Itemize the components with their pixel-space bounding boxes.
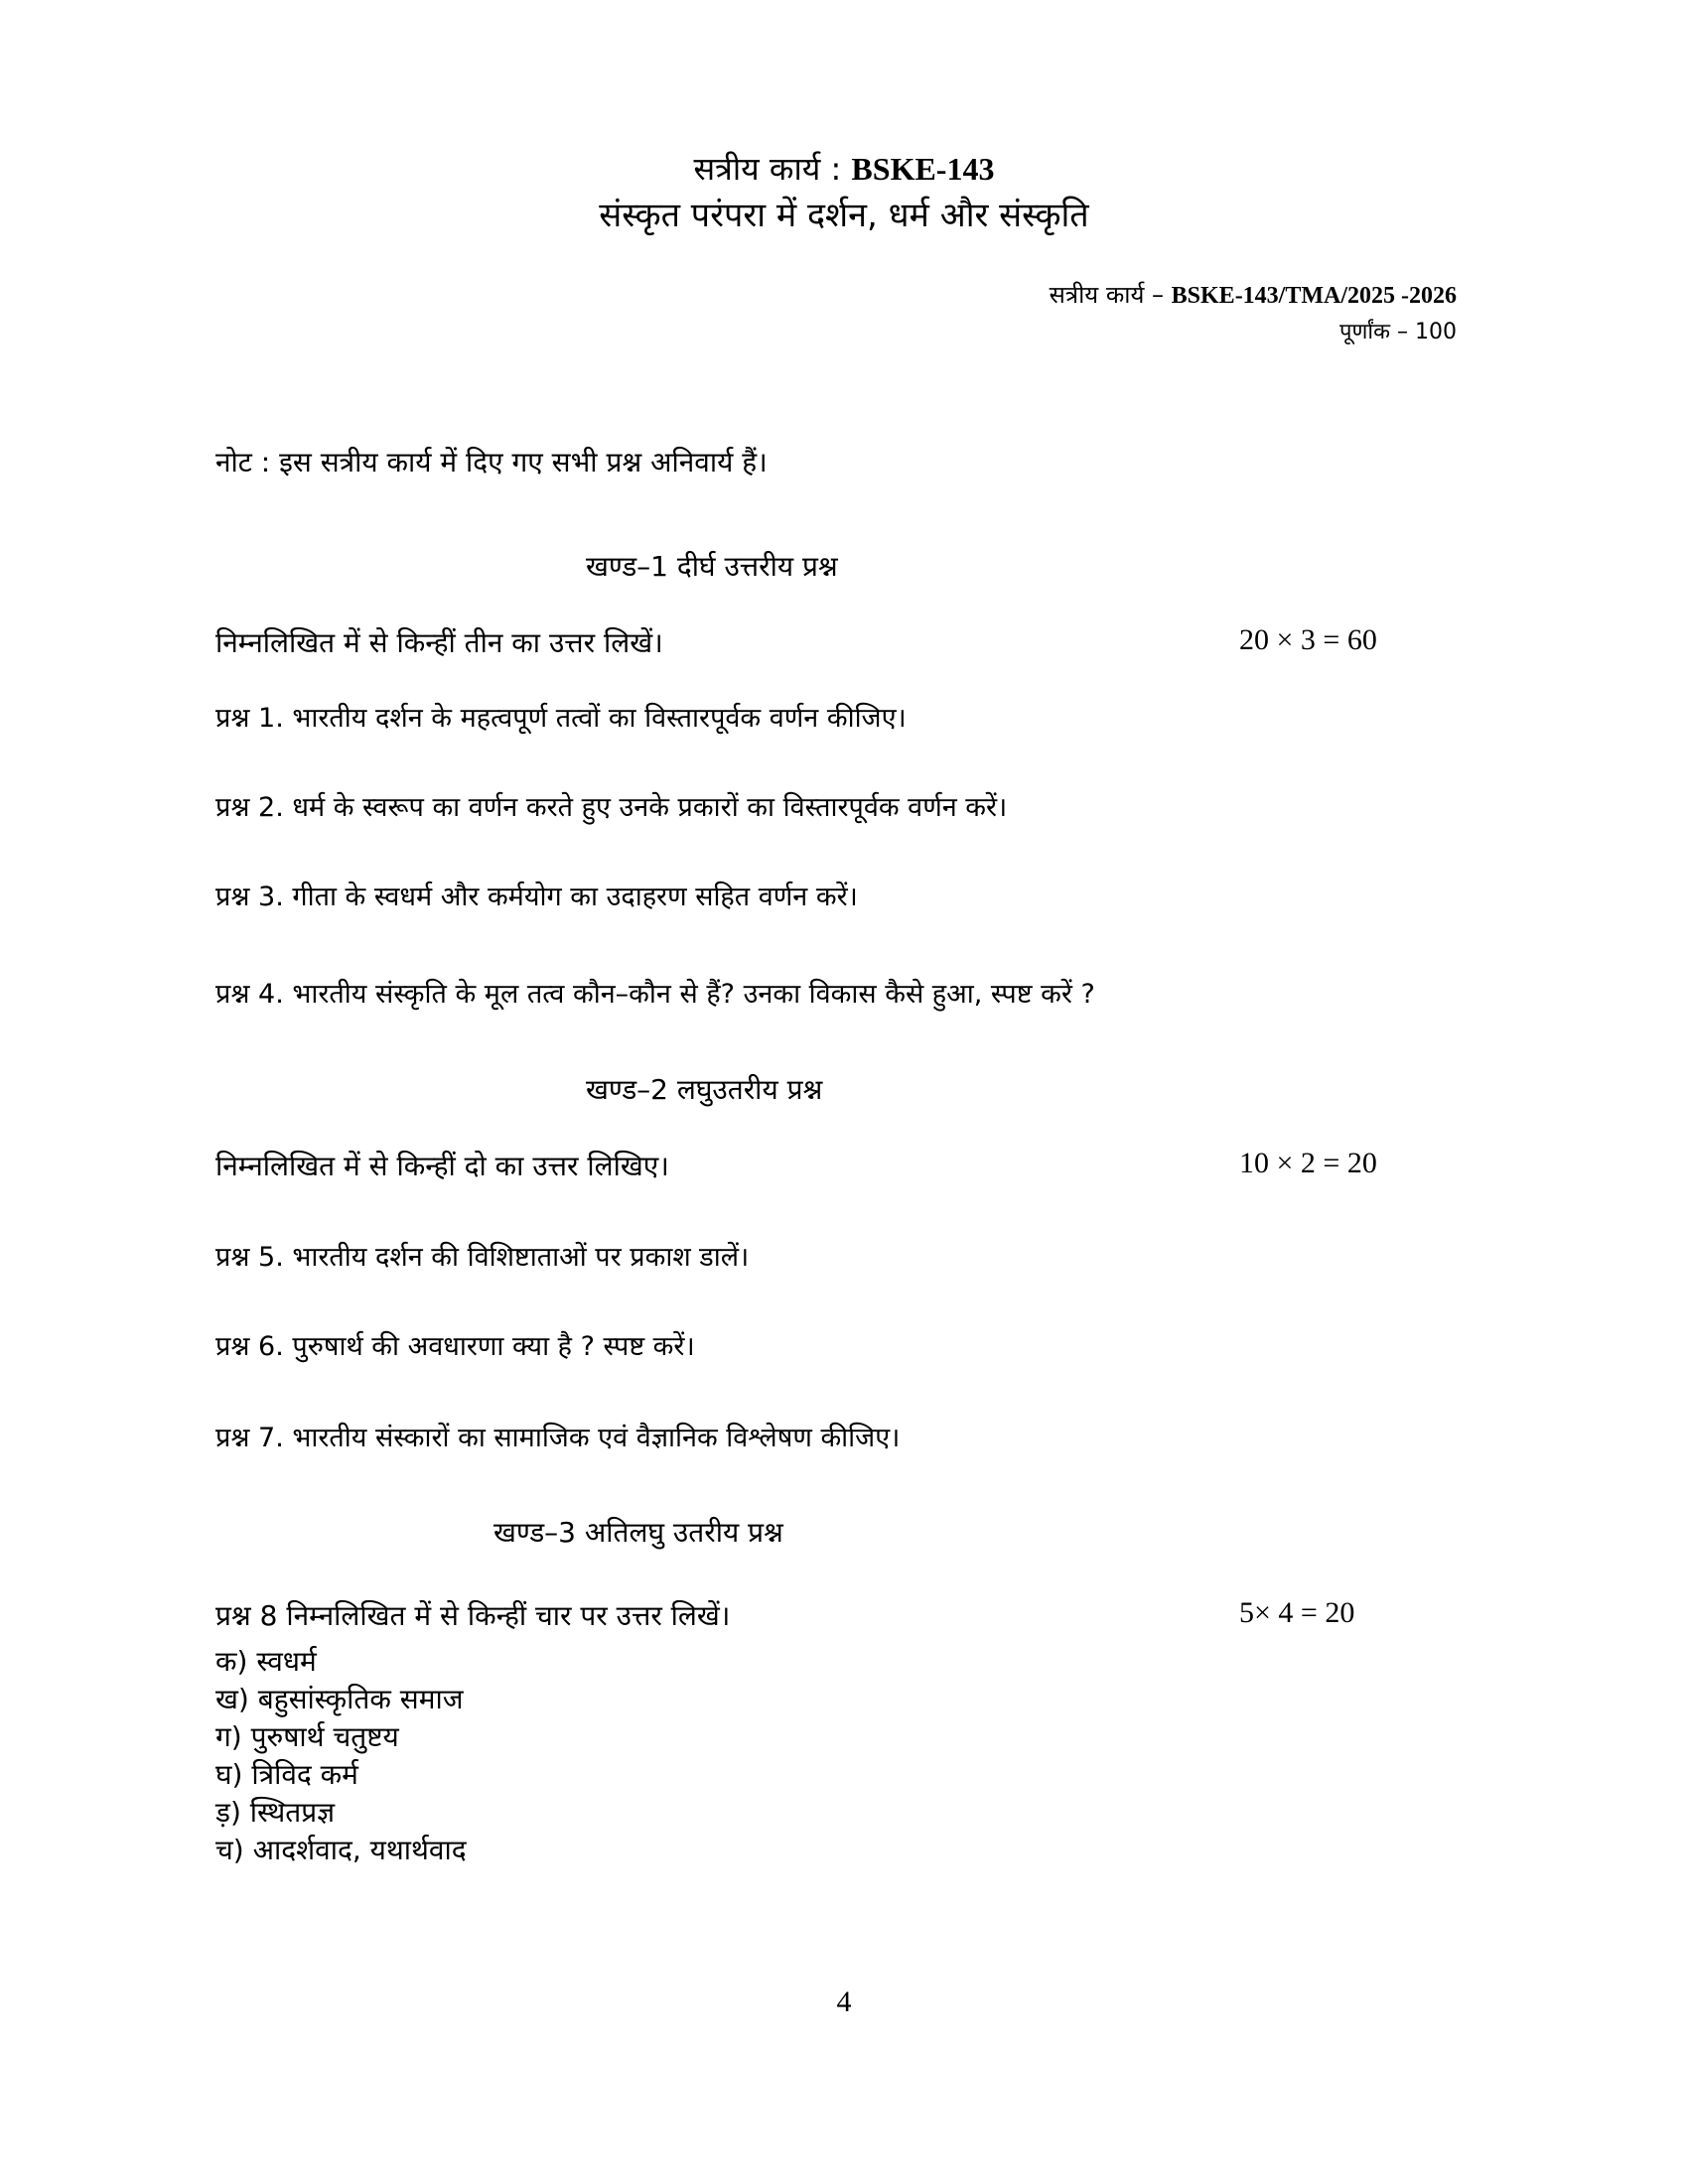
section3-instruction: प्रश्न 8 निम्नलिखित में से किन्हीं चार पर उत्तर लिखें।: [215, 1599, 731, 1632]
section2-instruction: निम्नलिखित में से किन्हीं दो का उत्तर लिखिए।: [215, 1150, 669, 1182]
list-item: क) स्वधर्म: [215, 1645, 317, 1678]
section1-instruction: निम्नलिखित में से किन्हीं तीन का उत्तर लिखें।: [215, 626, 663, 659]
short-answer-list: [215, 1643, 467, 1869]
document-subtitle: संस्कृत परंपरा में दर्शन, धर्म और संस्कृति: [599, 196, 1089, 235]
question-6: प्रश्न 6. पुरुषार्थ की अवधारणा क्या है ? स्पष्ट करें।: [215, 1331, 695, 1362]
list-item: ड़) स्थितप्रज्ञ: [215, 1796, 336, 1829]
assignment-code: BSKE-143/TMA/2025 -2026: [1171, 283, 1457, 309]
question-1: प्रश्न 1. भारतीय दर्शन के महत्वपूर्ण तत्वों का विस्तारपूर्वक वर्णन कीजिए।: [215, 703, 907, 734]
section2-marks: 10 × 2 = 20: [1239, 1147, 1377, 1179]
section1-marks: 20 × 3 = 60: [1239, 623, 1377, 656]
assignment-reference: [1050, 278, 1457, 311]
list-item: च) आदर्शवाद, यथार्थवाद: [215, 1834, 467, 1866]
title-prefix: सत्रीय कार्य :: [693, 150, 852, 188]
max-marks: पूर्णांक – 100: [1339, 320, 1457, 344]
assignment-prefix: सत्रीय कार्य –: [1049, 281, 1172, 309]
list-item: ग) पुरुषार्थ चतुष्टय: [215, 1720, 399, 1753]
section2-heading: खण्ड–2 लघुउतरीय प्रश्न: [586, 1073, 823, 1106]
list-item: घ) त्रिविद कर्म: [215, 1758, 358, 1791]
list-item: ख) बहुसांस्कृतिक समाज: [215, 1683, 464, 1715]
assignment-note: नोट : इस सत्रीय कार्य में दिए गए सभी प्रश्न अनिवार्य हैं।: [215, 446, 768, 478]
section3-heading: खण्ड–3 अतिलघु उतरीय प्रश्न: [493, 1516, 783, 1549]
question-7: प्रश्न 7. भारतीय संस्कारों का सामाजिक एवं वैज्ञानिक विश्लेषण कीजिए।: [215, 1423, 901, 1453]
page-number: 4: [836, 1985, 852, 2018]
section1-heading: खण्ड–1 दीर्घ उत्तरीय प्रश्न: [586, 550, 838, 583]
course-code: BSKE-143: [851, 151, 995, 187]
question-2: प्रश्न 2. धर्म के स्वरूप का वर्णन करते हुए उनके प्रकारों का विस्तारपूर्वक वर्णन करें।: [215, 792, 1008, 823]
section3-marks: 5× 4 = 20: [1239, 1596, 1355, 1629]
question-3: प्रश्न 3. गीता के स्वधर्म और कर्मयोग का उदाहरण सहित वर्णन करें।: [215, 882, 858, 912]
question-4: प्रश्न 4. भारतीय संस्कृति के मूल तत्व कौन–कौन से हैं? उनका विकास कैसे हुआ, स्पष्ट करें ?: [215, 979, 1095, 1010]
document-title: [0, 147, 1688, 190]
question-5: प्रश्न 5. भारतीय दर्शन की विशिष्टाताओं पर प्रकाश डालें।: [215, 1242, 750, 1273]
